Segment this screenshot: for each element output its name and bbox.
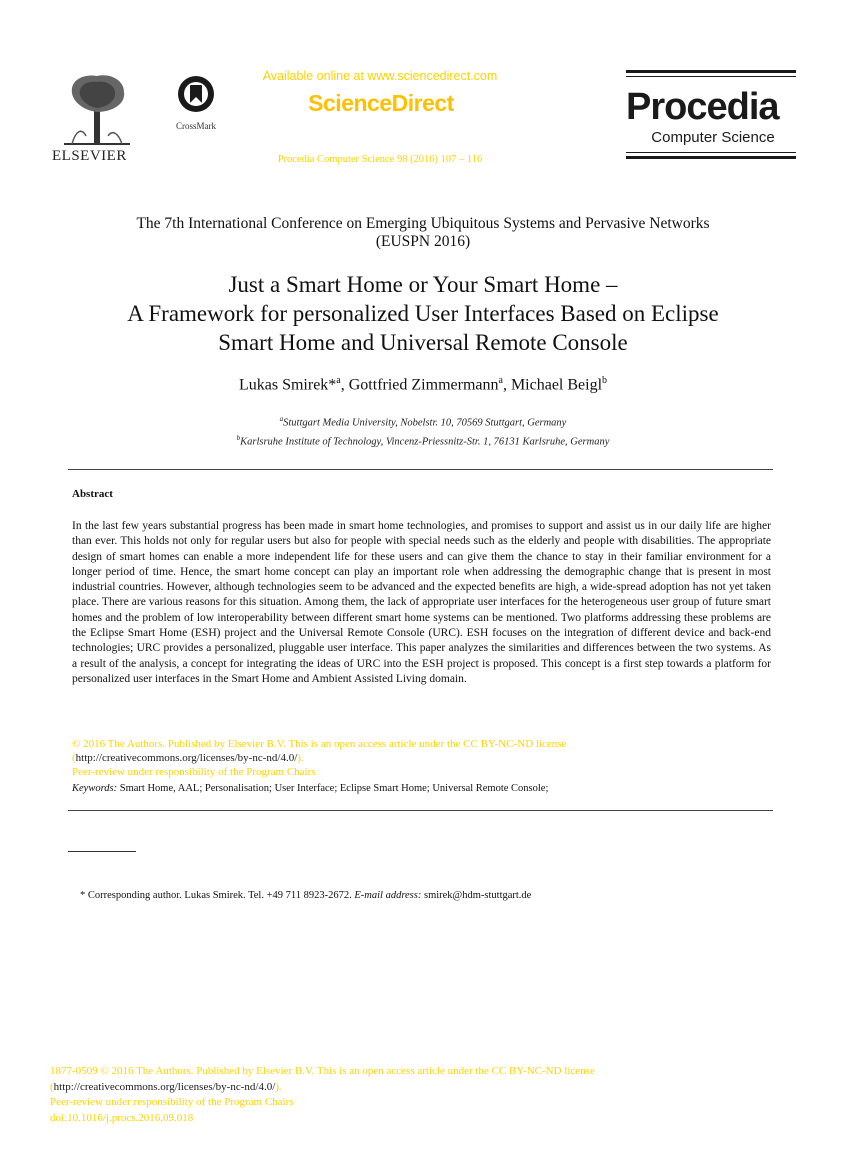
procedia-bottom-rule-thin [626, 152, 796, 153]
author-name: Lukas Smirek* [238, 376, 337, 394]
sciencedirect-logo: ScienceDirect [308, 90, 454, 116]
author-list: Lukas Smirek*$^a$, Gottfried Zimmermann$^a$, Michael Beigl$^b$ [238, 375, 608, 394]
author-affiliation-mark: a [336, 375, 341, 386]
affiliation [60, 412, 786, 431]
paper-title [60, 270, 786, 357]
procedia-subtitle: Computer Science [651, 129, 775, 146]
procedia-wordmark: Procedia [626, 86, 779, 128]
available-online-text[interactable]: Available online at www.sciencedirect.com [262, 69, 498, 83]
footer-license-link[interactable]: http://creativecommons.org/licenses/by-nc-nd/4.0/ [53, 1080, 276, 1093]
footnote-text: * Corresponding author. Lukas Smirek. Tel. +49 711 8923-2672. [80, 890, 352, 901]
corresponding-author-footnote [80, 890, 531, 901]
footer-peer-review: Peer-review under responsibility of the Program Chairs [50, 1096, 294, 1108]
conference-name [60, 215, 786, 251]
procedia-top-rule [626, 70, 796, 73]
author-name: Gottfried Zimmermann [348, 376, 499, 394]
journal-reference: Procedia Computer Science 98 (2016) 107 – 116 [277, 154, 483, 165]
elsevier-wordmark: ELSEVIER [52, 148, 127, 164]
keywords [72, 783, 771, 794]
crossmark-badge[interactable] [168, 74, 224, 131]
procedia-bottom-rule [626, 156, 796, 159]
footnote-rule [68, 851, 136, 852]
license-line: © 2016 The Authors. Published by Elsevier B.V. This is an open access article under the CC BY-NC-ND license [72, 738, 567, 750]
footer-url-line [50, 1080, 710, 1096]
crossmark-icon [176, 74, 216, 114]
author-affiliation-mark: b [602, 375, 608, 386]
conference-line: The 7th International Conference on Emerging Ubiquitous Systems and Pervasive Networks [136, 215, 710, 232]
affiliation-mark: b [236, 433, 241, 442]
divider [68, 469, 773, 470]
elsevier-logo [52, 70, 142, 166]
elsevier-tree-icon [52, 70, 142, 150]
paren: ). [297, 752, 304, 764]
procedia-top-rule-thin [626, 76, 796, 77]
email-address[interactable]: smirek@hdm-stuttgart.de [423, 890, 532, 901]
peer-review-line: Peer-review under responsibility of the Program Chairs [72, 766, 316, 778]
license-link[interactable]: http://creativecommons.org/licenses/by-nc-nd/4.0/ [75, 752, 298, 764]
affiliation-mark: a [279, 415, 284, 423]
footer-doi[interactable]: doi:10.1016/j.procs.2016.09.018 [50, 1111, 194, 1124]
license-block [72, 737, 771, 779]
email-label: E-mail address: [354, 890, 422, 901]
license-url-line [72, 751, 771, 765]
abstract-body: In the last few years substantial progress has been made in smart home technologies, and promises to support and assist us in our daily life are higher than ever. This holds not only for regular users but also for people with special needs such as the elderly and people with disabilities. The appropriate design of smart homes can enable a more independent life for these users and can give them the chance to stay in their familiar environment for a longer period of time. Hence, the smart home concept can play an important role when addressing the demographic change that is present in most industrial countries. However, although technologies seem to be advanced and the expected benefits are high, a wide-spread adoption has not yet taken place. There are various reasons for this situation. Among them, the lack of appropriate user interfaces for the heterogeneous user group of future smart homes and the problem of low interoperability between different smart home systems can be mentioned. Two platforms addressing these problems are the Eclipse Smart Home (ESH) project and the Universal Remote Console (URC). ESH focuses on the integration of different device and back-end technologies; URC provides a personalized, pluggable user interface. This paper analyzes the similarities and differences between the two systems. As a result of the analysis, a concept for integrating the ideas of URC into the ESH project is proposed. This concept is a first step towards a platform for personalized user interfaces in the Smart Home and Ambient Assisted Living domain. [72, 520, 771, 685]
affiliation-text: Karlsruhe Institute of Technology, Vincenz-Priessnitz-Str. 1, 76131 Karlsruhe, Germany [240, 436, 610, 447]
conference-line: (EUSPN 2016) [375, 233, 471, 250]
abstract-heading: Abstract [72, 488, 113, 500]
divider [68, 810, 773, 811]
author-name: Michael Beigl [510, 376, 603, 394]
paren: ). [275, 1080, 282, 1093]
title-line: A Framework for personalized User Interfaces Based on Eclipse [127, 301, 719, 326]
keywords-label: Keywords: [72, 783, 118, 794]
affiliation [60, 431, 786, 450]
keywords-text: Smart Home, AAL; Personalisation; User Interface; Eclipse Smart Home; Universal Remote Console; [119, 783, 549, 794]
crossmark-label: CrossMark [176, 121, 216, 131]
paren: ( [72, 752, 76, 764]
title-line: Just a Smart Home or Your Smart Home – [228, 272, 618, 297]
paren: ( [50, 1080, 54, 1093]
title-line: Smart Home and Universal Remote Console [218, 330, 628, 355]
footer-license-line: 1877-0509 © 2016 The Authors. Published by Elsevier B.V. This is an open access article under the CC BY-NC-ND license [50, 1065, 595, 1077]
page-footer [50, 1064, 710, 1126]
affiliation-text: Stuttgart Media University, Nobelstr. 10, 70569 Stuttgart, Germany [283, 417, 567, 429]
procedia-logo [626, 70, 796, 159]
affiliations [60, 412, 786, 449]
author-affiliation-mark: a [498, 375, 503, 386]
